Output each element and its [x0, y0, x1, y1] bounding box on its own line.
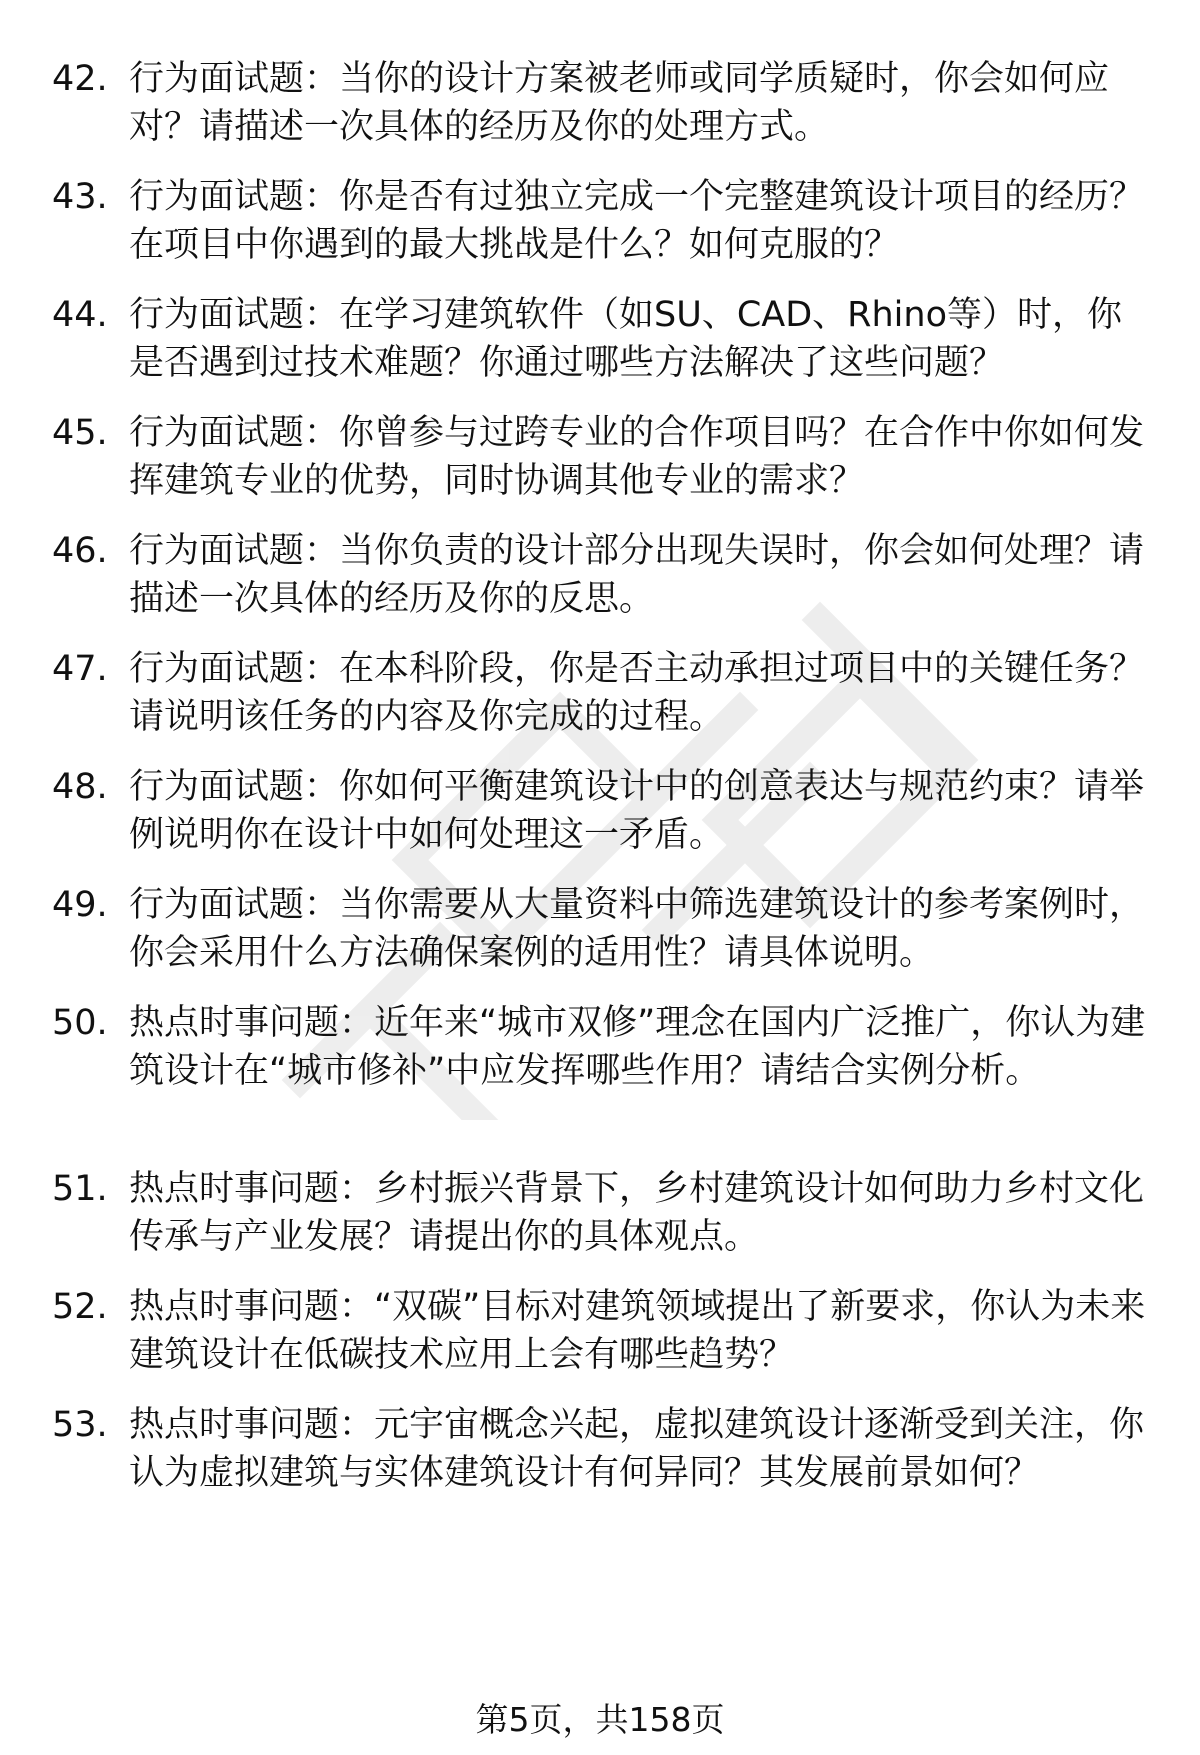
- question-number: 51.: [52, 1169, 108, 1209]
- question-text: 热点时事问题：“双碳”目标对建筑领域提出了新要求，你认为未来建筑设计在低碳技术应用上会有哪些趋势？: [129, 1287, 1146, 1375]
- question-text: 热点时事问题：元宇宙概念兴起，虚拟建筑设计逐渐受到关注，你认为虚拟建筑与实体建筑设计有何异同？其发展前景如何？: [129, 1405, 1145, 1493]
- question-text: 行为面试题：你曾参与过跨专业的合作项目吗？在合作中你如何发挥建筑专业的优势，同时协调其他专业的需求？: [129, 413, 1145, 501]
- question-number: 49.: [52, 885, 108, 925]
- question-text: 热点时事问题：近年来“城市双修”理念在国内广泛推广，你认为建筑设计在“城市修补”中应发挥哪些作用？请结合实例分析。: [129, 1003, 1146, 1091]
- question-text: 行为面试题：在本科阶段，你是否主动承担过项目中的关键任务？请说明该任务的内容及你完成的过程。: [129, 649, 1145, 737]
- question-text: 行为面试题：你是否有过独立完成一个完整建筑设计项目的经历？在项目中你遇到的最大挑战是什么？如何克服的？: [129, 177, 1145, 265]
- question-text: 行为面试题：当你负责的设计部分出现失误时，你会如何处理？请描述一次具体的经历及你的反思。: [129, 531, 1145, 619]
- question-text: 行为面试题：在学习建筑软件（如SU、CAD、Rhino等）时，你是否遇到过技术难题？你通过哪些方法解决了这些问题？: [129, 295, 1122, 383]
- question-number: 44.: [52, 295, 108, 335]
- question-number: 53.: [52, 1405, 108, 1445]
- question-text: 行为面试题：当你的设计方案被老师或同学质疑时，你会如何应对？请描述一次具体的经历及你的处理方式。: [129, 59, 1110, 147]
- question-number: 46.: [52, 531, 108, 571]
- question-number: 52.: [52, 1287, 108, 1327]
- question-number: 43.: [52, 177, 108, 217]
- question-number: 50.: [52, 1003, 108, 1043]
- question-text: 行为面试题：当你需要从大量资料中筛选建筑设计的参考案例时，你会采用什么方法确保案例的适用性？请具体说明。: [129, 885, 1145, 973]
- question-number: 42.: [52, 59, 108, 99]
- question-number: 47.: [52, 649, 108, 689]
- question-number: 48.: [52, 767, 108, 807]
- page-footer: 第5页，共158页: [475, 1700, 725, 1739]
- question-text: 行为面试题：你如何平衡建筑设计中的创意表达与规范约束？请举例说明你在设计中如何处理这一矛盾。: [129, 767, 1145, 855]
- question-number: 45.: [52, 413, 108, 453]
- question-text: 热点时事问题：乡村振兴背景下，乡村建筑设计如何助力乡村文化传承与产业发展？请提出你的具体观点。: [129, 1169, 1145, 1257]
